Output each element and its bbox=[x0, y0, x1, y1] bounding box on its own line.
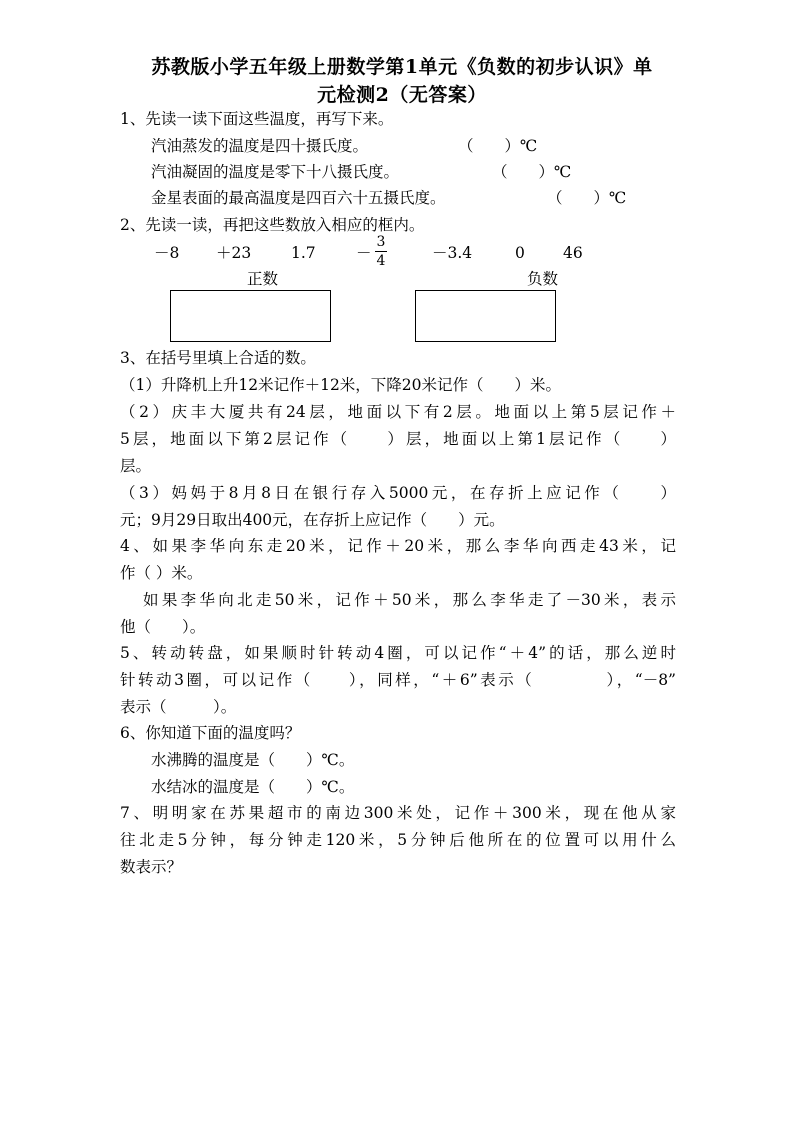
q5-line: 针转动3圈，可以记作（ ），同样，“＋6”表示（ ），“－8” bbox=[120, 671, 676, 689]
q2-number-sign: － bbox=[356, 244, 372, 262]
q3-line: 元；9月29日取出400元，在存折上应记作（ ）元。 bbox=[120, 511, 505, 529]
q2-number: 0 bbox=[515, 244, 525, 262]
fraction-denominator: 4 bbox=[376, 253, 386, 269]
q3-heading: 3、在括号里填上合适的数。 bbox=[120, 349, 316, 367]
q2-heading: 2、先读一读，再把这些数放入相应的框内。 bbox=[120, 216, 425, 234]
q1-item-2-blank: （ ）℃ bbox=[492, 163, 572, 181]
q3-line: （1）升降机上升12米记作＋12米，下降20米记作（ ）米。 bbox=[120, 376, 562, 394]
fraction-numerator: 3 bbox=[376, 234, 386, 250]
q2-number: 46 bbox=[563, 244, 583, 262]
negative-box-label: 负数 bbox=[527, 270, 559, 288]
q4-line: 他（ ）。 bbox=[120, 618, 206, 636]
q7-line: 7、明明家在苏果超市的南边300米处，记作＋300米，现在他从家 bbox=[120, 804, 676, 822]
q2-number: －8 bbox=[154, 244, 180, 262]
q4-line: 如果李华向北走50米，记作＋50米，那么李华走了－30米，表示 bbox=[143, 591, 676, 609]
title-line-1: 苏教版小学五年级上册数学第1单元《负数的初步认识》单 bbox=[151, 56, 653, 78]
q3-line: （2）庆丰大厦共有24层，地面以下有2层。地面以上第5层记作＋ bbox=[120, 403, 676, 421]
positive-box-label: 正数 bbox=[247, 270, 279, 288]
q3-line: 5层，地面以下第2层记作（ ）层，地面以上第1层记作（ ） bbox=[120, 430, 676, 448]
q6-heading: 6、你知道下面的温度吗？ bbox=[120, 724, 301, 742]
q5-line: 表示（ ）。 bbox=[120, 698, 237, 716]
q4-line: 作（ ）米。 bbox=[120, 564, 203, 582]
q5-line: 5、转动转盘，如果顺时针转动4圈，可以记作“＋4”的话，那么逆时 bbox=[120, 644, 676, 662]
fraction-bar bbox=[375, 251, 387, 252]
q1-item-1-blank: （ ）℃ bbox=[458, 137, 538, 155]
q6-item: 水沸腾的温度是（ ）℃。 bbox=[151, 751, 355, 769]
q2-number: 1.7 bbox=[291, 244, 316, 262]
q1-item-3-blank: （ ）℃ bbox=[547, 189, 627, 207]
q7-line: 数表示？ bbox=[120, 858, 183, 876]
q1-item-1: 汽油蒸发的温度是四十摄氏度。 bbox=[151, 137, 369, 155]
negative-number-box[interactable] bbox=[415, 290, 556, 342]
q4-line: 4、如果李华向东走20米，记作＋20米，那么李华向西走43米，记 bbox=[120, 537, 676, 555]
q3-line: 层。 bbox=[120, 457, 152, 475]
q7-line: 往北走5分钟，每分钟走120米，5分钟后他所在的位置可以用什么 bbox=[120, 831, 676, 849]
q2-number: ＋23 bbox=[216, 244, 252, 262]
q2-number: －3.4 bbox=[432, 244, 473, 262]
positive-number-box[interactable] bbox=[170, 290, 331, 342]
q1-item-2: 汽油凝固的温度是零下十八摄氏度。 bbox=[151, 163, 400, 181]
q6-item: 水结冰的温度是（ ）℃。 bbox=[151, 778, 355, 796]
q2-fraction bbox=[374, 234, 388, 269]
title-line-2: 元检测2（无答案） bbox=[317, 84, 487, 106]
q3-line: （3）妈妈于8月8日在银行存入5000元，在存折上应记作（ ） bbox=[120, 484, 676, 502]
q1-item-3: 金星表面的最高温度是四百六十五摄氏度。 bbox=[151, 189, 446, 207]
q1-heading: 1、先读一读下面这些温度，再写下来。 bbox=[120, 110, 394, 128]
